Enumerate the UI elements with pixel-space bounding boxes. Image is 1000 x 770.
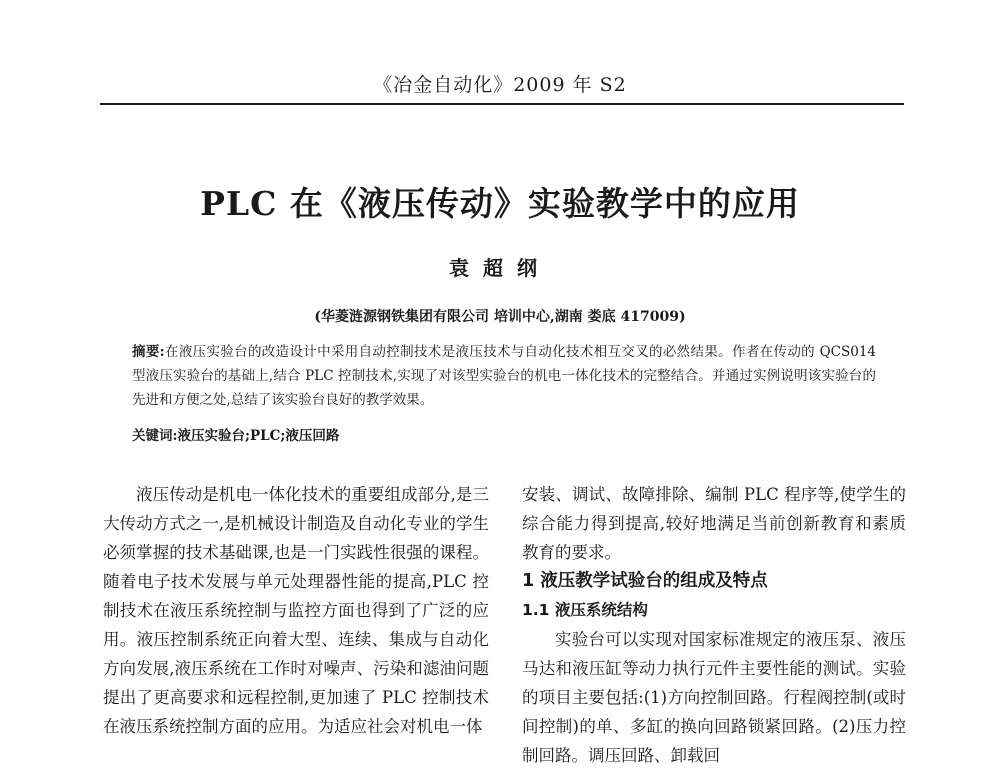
abstract xyxy=(132,340,876,412)
abstract-label: 摘要: xyxy=(132,344,165,360)
body-column-right xyxy=(522,480,906,770)
keywords-text: 液压实验台;PLC;液压回路 xyxy=(177,428,340,444)
author-affiliation: (华菱涟源钢铁集团有限公司 培训中心,湖南 娄底 417009) xyxy=(314,309,686,325)
intro-paragraph: 液压传动是机电一体化技术的重要组成部分,是三大传动方式之一,是机械设计制造及自动化专业的学生必须掌握的技术基础课,也是一门实践性很强的课程。随着电子技术发展与单元处理器性能的提高,PLC 控制技术在液压系统控制与监控方面也得到了广泛的应用。液压控制系统正向着大型、连续、集成与自动化方向发展,液压系统在工作时对噪声、污染和滤油问题提出了更高要求和远程控制,更加速了 PLC 控制技术在液压系统控制方面的应用。为适应社会对机电一体 xyxy=(103,485,489,736)
section-1-1-heading: 1.1 液压系统结构 xyxy=(522,601,648,619)
author-name: 袁超纲 xyxy=(449,256,551,280)
journal-header: 《冶金自动化》2009 年 S2 xyxy=(373,74,627,96)
paper-title: PLC 在《液压传动》实验教学中的应用 xyxy=(200,184,800,223)
abstract-text: 在液压实验台的改造设计中采用自动控制技术是液压技术与自动化技术相互交叉的必然结果。作者在传动的 QCS014 型液压实验台的基础上,结合 PLC 控制技术,实现了对该型实验台的机电一体化技术的完整结合。并通过实例说明该实验台的先进和方便之处,总结了该实验台良好的教学效果。 xyxy=(132,344,877,408)
section-1-heading: 1 液压教学试验台的组成及特点 xyxy=(522,571,768,591)
keywords-label: 关键词: xyxy=(132,428,178,444)
body-column-left xyxy=(103,480,489,741)
section-1-1-paragraph: 实验台可以实现对国家标准规定的液压泵、液压马达和液压缸等动力执行元件主要性能的测试。实验的项目主要包括:(1)方向控制回路。行程阀控制(或时间控制)的单、多缸的换向回路锁紧回路。(2)压力控制回路。调压回路、卸载回 xyxy=(522,630,906,765)
intro-paragraph-continued: 安装、调试、故障排除、编制 PLC 程序等,使学生的综合能力得到提高,较好地满足当前创新教育和素质教育的要求。 xyxy=(522,485,906,562)
keywords xyxy=(132,424,876,448)
header-rule xyxy=(100,103,904,105)
